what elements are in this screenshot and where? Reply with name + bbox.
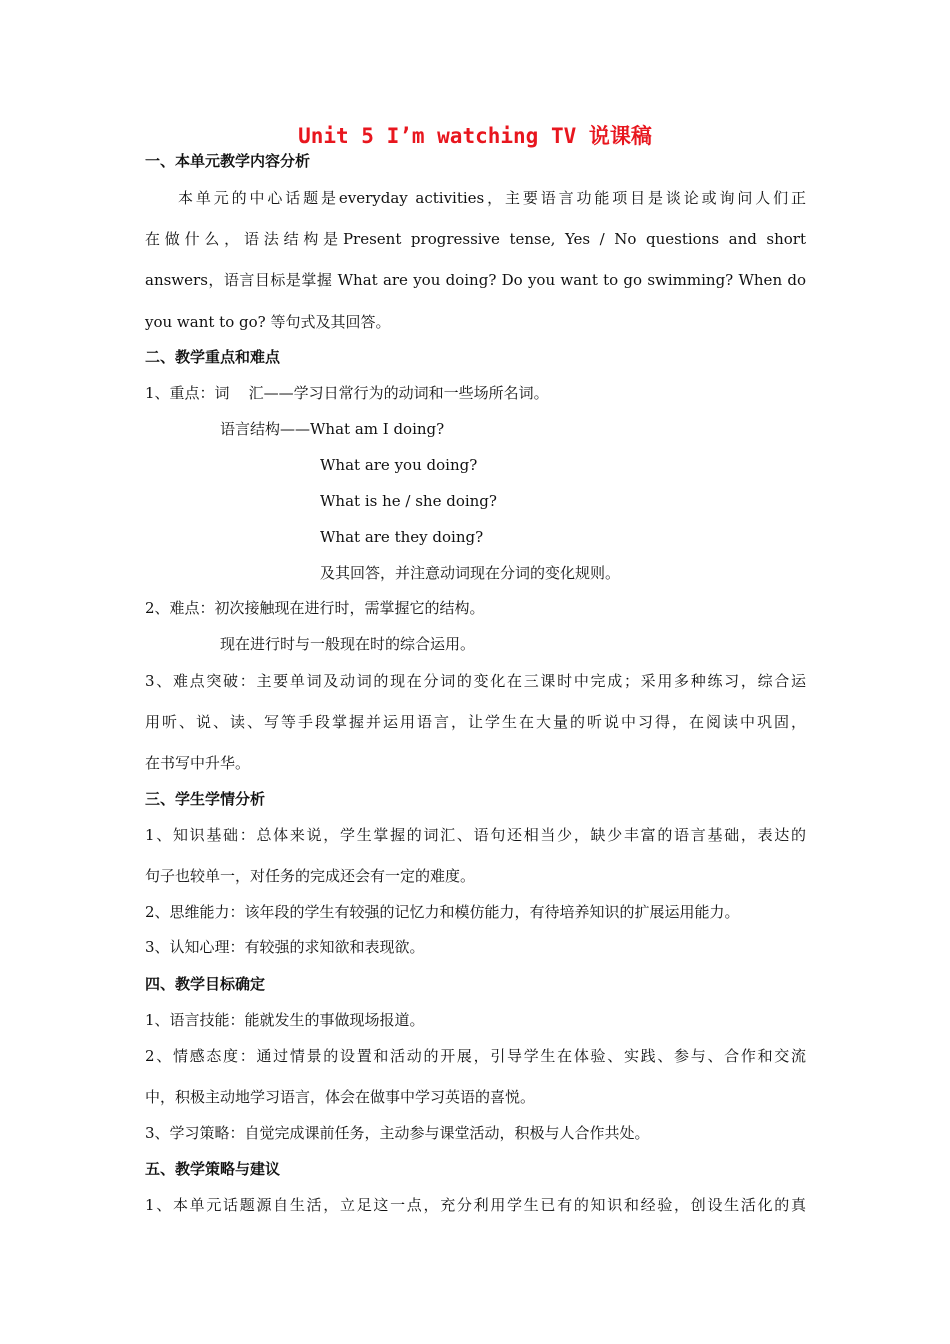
paragraph-line: 语言结构——What am I doing? <box>220 420 445 438</box>
paragraph-line: 中，积极主动地学习语言，体会在做事中学习英语的喜悦。 <box>145 1088 536 1106</box>
paragraph-line: 1、重点：词 汇——学习日常行为的动词和一些场所名词。 <box>145 384 549 402</box>
paragraph-line: you want to go? 等句式及其回答。 <box>145 313 391 331</box>
paragraph-line: answers，语言目标是掌握 What are you doing? Do you want to go swimming? When do <box>145 271 806 289</box>
paragraph-line: 3、难点突破：主要单词及动词的现在分词的变化在三课时中完成；采用多种练习，综合运 <box>145 672 806 690</box>
paragraph-line: 本单元的中心话题是everyday activities，主要语言功能项目是谈论或询问人们正 <box>178 189 806 207</box>
paragraph-line: 句子也较单一，对任务的完成还会有一定的难度。 <box>145 867 476 885</box>
paragraph-line: 1、语言技能：能就发生的事做现场报道。 <box>145 1011 425 1029</box>
paragraph-line: 在书写中升华。 <box>145 754 251 772</box>
paragraph-line: 用听、说、读、写等手段掌握并运用语言，让学生在大量的听说中习得，在阅读中巩固， <box>145 713 806 731</box>
paragraph-line: 1、本单元话题源自生活，立足这一点，充分利用学生已有的知识和经验，创设生活化的真 <box>145 1196 806 1214</box>
paragraph-line: 2、情感态度：通过情景的设置和活动的开展，引导学生在体验、实践、参与、合作和交流 <box>145 1047 806 1065</box>
paragraph-line: 1、知识基础：总体来说，学生掌握的词汇、语句还相当少，缺少丰富的语言基础，表达的 <box>145 826 806 844</box>
section-heading-key-difficult-points: 二、教学重点和难点 <box>145 348 281 366</box>
paragraph-line: 及其回答，并注意动词现在分词的变化规则。 <box>320 564 621 582</box>
paragraph-line: What is he / she doing? <box>320 492 497 510</box>
paragraph-line: 2、难点：初次接触现在进行时，需掌握它的结构。 <box>145 599 485 617</box>
section-heading-content-analysis: 一、本单元教学内容分析 <box>145 152 311 170</box>
section-heading-teaching-strategies: 五、教学策略与建议 <box>145 1160 281 1178</box>
paragraph-line: 现在进行时与一般现在时的综合运用。 <box>220 635 476 653</box>
paragraph-line: 3、学习策略：自觉完成课前任务，主动参与课堂活动，积极与人合作共处。 <box>145 1124 650 1142</box>
paragraph-line: What are they doing? <box>320 528 484 546</box>
paragraph-line: 在做什么，语法结构是Present progressive tense, Yes / No questions and short <box>145 230 806 248</box>
paragraph-line: 2、思维能力：该年段的学生有较强的记忆力和模仿能力，有待培养知识的扩展运用能力。 <box>145 903 740 921</box>
paragraph-line: What are you doing? <box>320 456 478 474</box>
section-heading-student-analysis: 三、学生学情分析 <box>145 790 266 808</box>
document-title: Unit 5 I’m watching TV 说课稿 <box>298 124 652 148</box>
paragraph-line: 3、认知心理：有较强的求知欲和表现欲。 <box>145 938 425 956</box>
section-heading-teaching-objectives: 四、教学目标确定 <box>145 975 266 993</box>
